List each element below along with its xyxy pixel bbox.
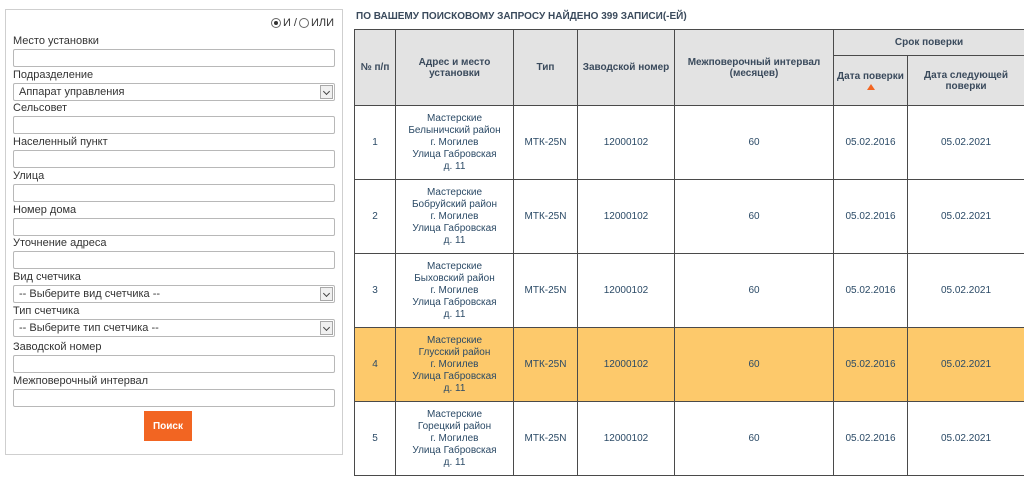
address-line: Мастерские	[426, 408, 483, 420]
cell-type: МТК-25N	[514, 106, 578, 180]
address-line: д. 11	[443, 382, 466, 394]
cell-type: МТК-25N	[514, 180, 578, 254]
address-line: д. 11	[443, 456, 466, 468]
village-council-input[interactable]	[13, 116, 335, 134]
cell-num: 2	[355, 180, 396, 254]
cell-interval: 60	[675, 254, 834, 328]
address-line: д. 11	[443, 160, 466, 172]
address-line: г. Могилев	[430, 284, 479, 296]
sort-ascending-icon[interactable]	[867, 84, 875, 90]
address-line: Мастерские	[426, 260, 483, 272]
address-line: Улица Габровская	[412, 222, 497, 234]
field-address-detail	[13, 237, 335, 269]
address-line: Белыничский район	[408, 124, 501, 136]
field-label: Межповерочный интервал	[13, 375, 149, 387]
install-place-input[interactable]	[13, 49, 335, 67]
header-serial: Заводской номер	[578, 30, 675, 106]
cell-address	[396, 180, 514, 254]
cell-interval: 60	[675, 106, 834, 180]
cell-next-date: 05.02.2021	[908, 106, 1024, 180]
field-label: Улица	[13, 170, 45, 182]
cell-serial: 12000102	[578, 328, 675, 402]
table-row[interactable]	[355, 106, 1024, 180]
cell-serial: 12000102	[578, 254, 675, 328]
results-table	[354, 29, 1024, 476]
address-line: Улица Габровская	[412, 296, 497, 308]
chevron-down-icon[interactable]	[320, 85, 333, 99]
address-line: Бобруйский район	[411, 198, 497, 210]
header-next-date: Дата следующей поверки	[908, 56, 1024, 106]
meter-type-select[interactable]	[13, 319, 335, 337]
address-line: д. 11	[443, 234, 466, 246]
address-line: Быховский район	[414, 272, 495, 284]
search-button[interactable]: Поиск	[144, 411, 192, 441]
cell-next-date: 05.02.2021	[908, 254, 1024, 328]
field-label: Населенный пункт	[13, 136, 108, 148]
cell-check-date: 05.02.2016	[834, 328, 908, 402]
select-value: -- Выберите тип счетчика --	[19, 322, 159, 334]
address-line: Мастерские	[426, 186, 483, 198]
address-detail-input[interactable]	[13, 251, 335, 269]
mode-and-label: И /	[282, 17, 297, 29]
cell-address	[396, 254, 514, 328]
settlement-input[interactable]	[13, 150, 335, 168]
cell-type: МТК-25N	[514, 254, 578, 328]
cell-check-date: 05.02.2016	[834, 254, 908, 328]
division-select[interactable]	[13, 83, 335, 101]
field-village-council	[13, 102, 335, 134]
field-settlement	[13, 136, 335, 168]
field-label: Вид счетчика	[13, 271, 81, 283]
cell-interval: 60	[675, 402, 834, 476]
address-line: Мастерские	[426, 112, 483, 124]
house-number-input[interactable]	[13, 218, 335, 236]
address-line: Улица Габровская	[412, 370, 497, 382]
header-check-date[interactable]	[834, 56, 908, 106]
address-line: Глусский район	[418, 346, 491, 358]
mode-or-label: ИЛИ	[310, 17, 334, 29]
address-line: Мастерские	[426, 334, 483, 346]
cell-serial: 12000102	[578, 180, 675, 254]
field-serial-number	[13, 341, 335, 373]
cell-type: МТК-25N	[514, 328, 578, 402]
select-value: -- Выберите вид счетчика --	[19, 288, 161, 300]
address-line: Горецкий район	[417, 420, 492, 432]
address-line: г. Могилев	[430, 432, 479, 444]
field-division	[13, 69, 335, 101]
cell-type: МТК-25N	[514, 402, 578, 476]
table-row[interactable]	[355, 254, 1024, 328]
cell-num: 1	[355, 106, 396, 180]
cell-next-date: 05.02.2021	[908, 328, 1024, 402]
search-mode-toggle	[271, 17, 334, 29]
cell-serial: 12000102	[578, 106, 675, 180]
field-label: Заводской номер	[13, 341, 102, 353]
cell-serial: 12000102	[578, 402, 675, 476]
header-interval: Межповерочный интервал (месяцев)	[675, 30, 834, 106]
cell-interval: 60	[675, 328, 834, 402]
cell-interval: 60	[675, 180, 834, 254]
address-line: г. Могилев	[430, 136, 479, 148]
cell-check-date: 05.02.2016	[834, 180, 908, 254]
field-label: Номер дома	[13, 204, 77, 216]
field-label: Подразделение	[13, 69, 94, 81]
select-value: Аппарат управления	[19, 86, 125, 98]
field-label: Место установки	[13, 35, 99, 47]
field-install-place	[13, 35, 335, 67]
field-street	[13, 170, 335, 202]
cell-check-date: 05.02.2016	[834, 402, 908, 476]
address-line: г. Могилев	[430, 210, 479, 222]
serial-number-input[interactable]	[13, 355, 335, 373]
header-period: Срок поверки	[834, 30, 1024, 56]
chevron-down-icon[interactable]	[320, 321, 333, 335]
meter-kind-select[interactable]	[13, 285, 335, 303]
search-panel	[5, 9, 343, 455]
field-meter-type	[13, 305, 335, 337]
address-line: д. 11	[443, 308, 466, 320]
field-label: Сельсовет	[13, 102, 68, 114]
cell-next-date: 05.02.2021	[908, 180, 1024, 254]
address-line: Улица Габровская	[412, 148, 497, 160]
interval-input[interactable]	[13, 389, 335, 407]
mode-or-radio[interactable]	[299, 18, 309, 28]
cell-next-date: 05.02.2021	[908, 402, 1024, 476]
field-label: Тип счетчика	[13, 305, 80, 317]
cell-num: 4	[355, 328, 396, 402]
table-row-selected[interactable]	[355, 328, 1024, 402]
field-label: Уточнение адреса	[13, 237, 107, 249]
field-interval	[13, 375, 335, 407]
cell-num: 5	[355, 402, 396, 476]
header-check-date-label: Дата поверки	[837, 71, 904, 82]
results-title: ПО ВАШЕМУ ПОИСКОВОМУ ЗАПРОСУ НАЙДЕНО 399 ЗАПИСИ(-ЕЙ)	[356, 11, 687, 22]
table-row[interactable]	[355, 180, 1024, 254]
cell-address	[396, 106, 514, 180]
header-type: Тип	[514, 30, 578, 106]
address-line: г. Могилев	[430, 358, 479, 370]
cell-address	[396, 328, 514, 402]
cell-check-date: 05.02.2016	[834, 106, 908, 180]
cell-num: 3	[355, 254, 396, 328]
cell-address	[396, 402, 514, 476]
header-num: № п/п	[355, 30, 396, 106]
mode-and-radio[interactable]	[271, 18, 281, 28]
address-line: Улица Габровская	[412, 444, 497, 456]
field-house-number	[13, 204, 335, 236]
field-meter-kind	[13, 271, 335, 303]
table-row[interactable]	[355, 402, 1024, 476]
header-address: Адрес и место установки	[396, 30, 514, 106]
street-input[interactable]	[13, 184, 335, 202]
chevron-down-icon[interactable]	[320, 287, 333, 301]
